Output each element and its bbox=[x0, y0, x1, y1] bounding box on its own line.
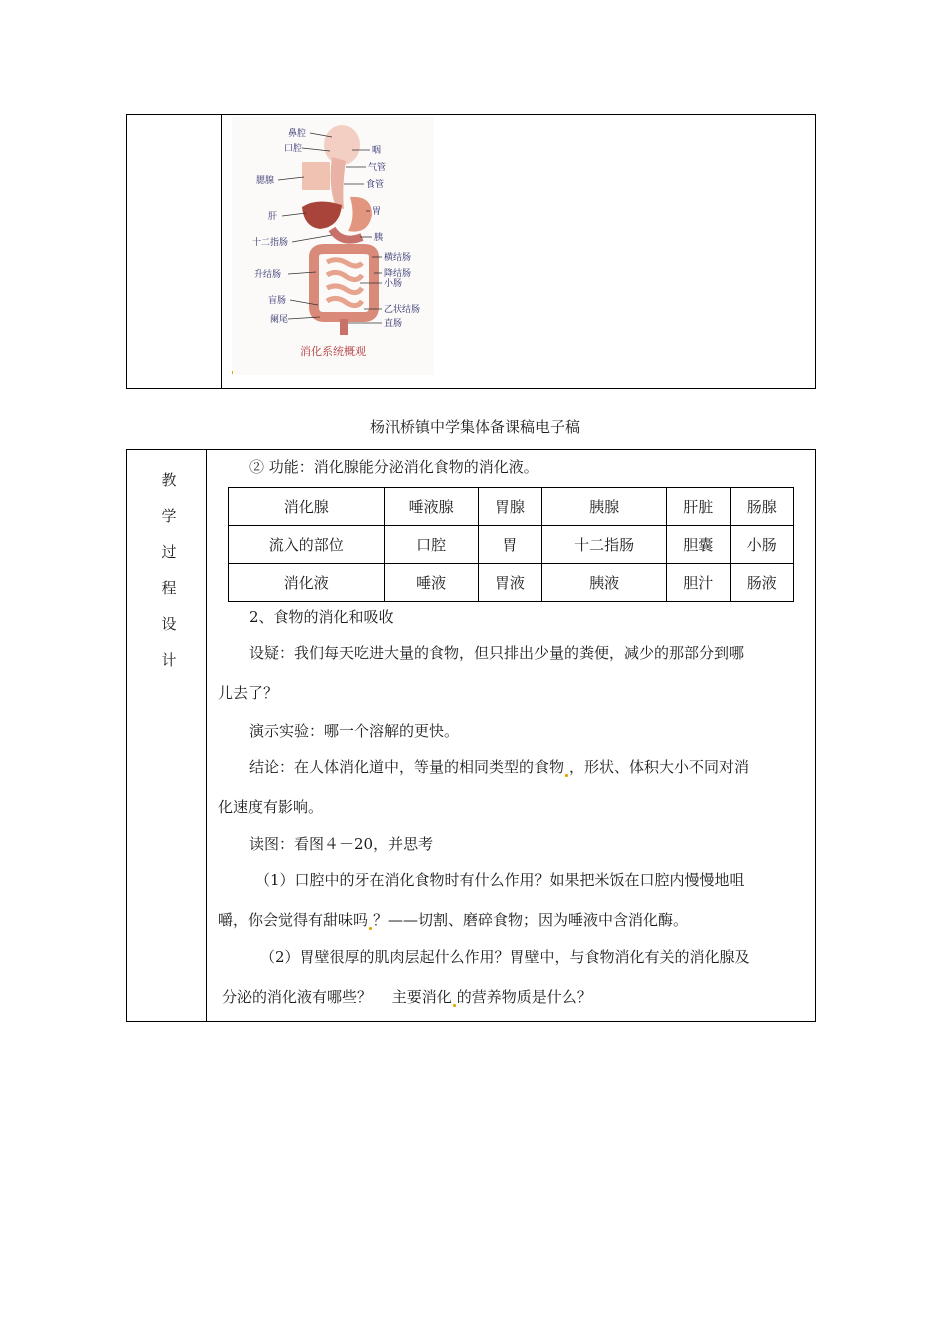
question-2-line-1: （2）胃壁很厚的肌肉层起什么作用？胃壁中，与食物消化有关的消化腺及 bbox=[260, 948, 750, 966]
diagram-caption: 消化系统概观 bbox=[300, 345, 366, 358]
question-1-line-1: （1）口腔中的牙在消化食物时有什么作用？如果把米饭在口腔内慢慢地咀 bbox=[255, 871, 745, 889]
question-line-1: 设疑：我们每天吃进大量的食物，但只排出少量的粪便，减少的那部分到哪 bbox=[249, 644, 745, 662]
label-cecum: 盲肠 bbox=[268, 296, 287, 306]
table-row bbox=[229, 488, 794, 526]
conclusion-text-a: 结论：在人体消化道中，等量的相同类型的食物 bbox=[249, 758, 565, 776]
read-figure-line: 读图：看图４－20，并思考 bbox=[249, 835, 434, 853]
table-cell: 胃 bbox=[478, 526, 541, 564]
table-cell: 胰液 bbox=[542, 564, 667, 602]
label-liver: 肝 bbox=[268, 212, 278, 222]
mark-dot bbox=[453, 1004, 456, 1007]
top-table bbox=[126, 114, 816, 389]
side-label bbox=[157, 462, 181, 678]
top-table-divider bbox=[221, 114, 222, 389]
table-cell: 十二指肠 bbox=[542, 526, 667, 564]
label-transverse-colon: 横结肠 bbox=[384, 253, 412, 263]
label-trachea: 气管 bbox=[368, 163, 387, 173]
question-2-text-b: 的营养物质是什么？ bbox=[456, 988, 592, 1006]
side-char: 学 bbox=[161, 507, 177, 525]
table-cell: 肠腺 bbox=[730, 488, 794, 526]
lesson-table-divider bbox=[206, 449, 207, 1022]
side-char: 计 bbox=[161, 651, 177, 669]
question-1-text-b: ？——切割、磨碎食物；因为唾液中含消化酶。 bbox=[373, 911, 689, 929]
label-parotid: 腮腺 bbox=[256, 176, 275, 186]
table-cell: 小肠 bbox=[730, 526, 794, 564]
question-line-2: 儿去了？ bbox=[218, 684, 279, 702]
table-cell: 胃腺 bbox=[478, 488, 541, 526]
digestive-system-diagram bbox=[232, 117, 434, 375]
label-pancreas: 胰 bbox=[374, 233, 384, 243]
question-2-line-2 bbox=[222, 986, 592, 1007]
table-cell: 肝脏 bbox=[667, 488, 730, 526]
section-2-title: 2、食物的消化和吸收 bbox=[249, 608, 394, 626]
side-char: 教 bbox=[161, 471, 177, 489]
label-small-intestine: 小肠 bbox=[384, 279, 403, 289]
question-1-line-2 bbox=[218, 909, 688, 930]
label-sigmoid-colon: 乙状结肠 bbox=[384, 305, 421, 315]
label-pharynx: 咽 bbox=[372, 146, 382, 156]
question-1-text-a: 嚼，你会觉得有甜味吗 bbox=[218, 911, 369, 929]
table-cell: 胆囊 bbox=[667, 526, 730, 564]
table-row bbox=[229, 564, 794, 602]
table-cell: 唾液 bbox=[384, 564, 478, 602]
table-cell: 胆汁 bbox=[667, 564, 730, 602]
label-stomach: 胃 bbox=[372, 207, 382, 217]
side-char: 设 bbox=[161, 615, 177, 633]
head-shape bbox=[324, 125, 360, 165]
label-mouth: 口腔 bbox=[284, 144, 303, 154]
table-cell: 消化腺 bbox=[229, 488, 385, 526]
mark-dot bbox=[369, 927, 372, 930]
side-char: 程 bbox=[161, 579, 177, 597]
label-appendix: 阑尾 bbox=[270, 315, 289, 325]
table-cell: 消化液 bbox=[229, 564, 385, 602]
function-line: ② 功能：消化腺能分泌消化食物的消化液。 bbox=[249, 458, 539, 476]
experiment-line: 演示实验：哪一个溶解的更快。 bbox=[249, 722, 460, 740]
conclusion-text-b: ，形状、体积大小不同对消 bbox=[569, 758, 750, 776]
label-nasal-cavity: 鼻腔 bbox=[288, 129, 307, 139]
question-2-text-a: 分泌的消化液有哪些？ 主要消化 bbox=[222, 988, 452, 1006]
mark-dot bbox=[565, 774, 568, 777]
label-rectum: 直肠 bbox=[384, 319, 403, 329]
side-char: 过 bbox=[161, 543, 177, 561]
table-cell: 胃液 bbox=[478, 564, 541, 602]
page-title: 杨汛桥镇中学集体备课稿电子稿 bbox=[369, 418, 580, 436]
label-descending-colon: 降结肠 bbox=[384, 269, 412, 279]
table-cell: 流入的部位 bbox=[229, 526, 385, 564]
conclusion-line-1 bbox=[249, 756, 749, 777]
table-cell: 肠液 bbox=[730, 564, 794, 602]
label-ascending-colon: 升结肠 bbox=[254, 270, 282, 280]
label-duodenum: 十二指肠 bbox=[252, 238, 289, 248]
parotid-inset bbox=[302, 162, 330, 190]
table-row bbox=[229, 526, 794, 564]
table-cell: 胰腺 bbox=[542, 488, 667, 526]
table-cell: 口腔 bbox=[384, 526, 478, 564]
digestive-gland-table bbox=[228, 487, 794, 602]
conclusion-line-2: 化速度有影响。 bbox=[218, 798, 324, 816]
table-cell: 唾液腺 bbox=[384, 488, 478, 526]
label-esophagus: 食管 bbox=[366, 180, 385, 190]
